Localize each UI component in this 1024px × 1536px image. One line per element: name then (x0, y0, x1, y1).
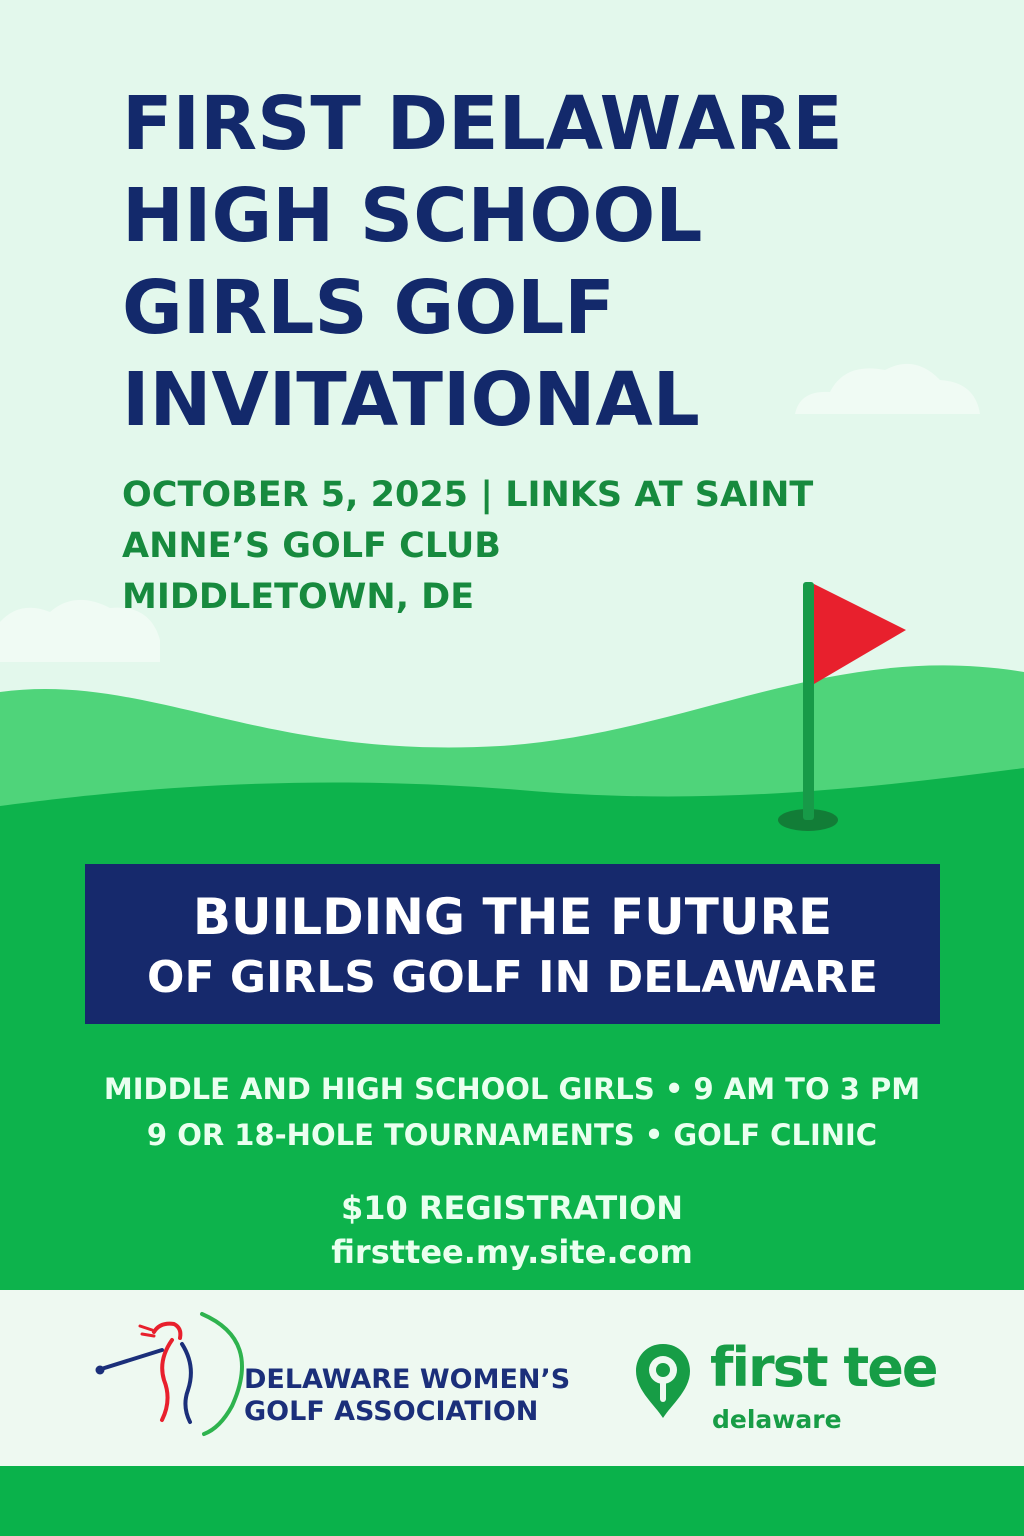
first-tee-pin-icon (632, 1340, 694, 1422)
registration-fee: $10 REGISTRATION (340, 1189, 684, 1227)
website-link[interactable]: firsttee.my.site.com (331, 1233, 693, 1271)
title-line: HIGH SCHOOL (122, 173, 703, 259)
first-tee-name: first tee (710, 1336, 937, 1399)
title-line: INVITATIONAL (122, 357, 700, 443)
title-line: FIRST DELAWARE (122, 81, 843, 167)
tagline-line-1: BUILDING THE FUTURE (192, 888, 833, 946)
details-audience-time: MIDDLE AND HIGH SCHOOL GIRLS • 9 AM TO 3 PM (103, 1072, 921, 1106)
tagline-banner (85, 864, 940, 1024)
dwga-name-line: DELAWARE WOMEN’S (244, 1364, 571, 1395)
dwga-name-line: GOLF ASSOCIATION (244, 1396, 539, 1427)
event-info-line: OCTOBER 5, 2025 | LINKS AT SAINT (122, 475, 814, 515)
tagline-line-2: OF GIRLS GOLF IN DELAWARE (147, 952, 878, 1003)
event-details (0, 1066, 1024, 1274)
event-title (122, 78, 982, 446)
title-line: GIRLS GOLF (122, 265, 615, 351)
dwga-name (244, 1364, 570, 1428)
details-format: 9 OR 18-HOLE TOURNAMENTS • GOLF CLINIC (146, 1118, 878, 1152)
bottom-green-bar (0, 1466, 1024, 1536)
first-tee-chapter: delaware (712, 1405, 842, 1434)
event-date-location (122, 470, 882, 623)
event-info-line: ANNE’S GOLF CLUB (122, 526, 501, 566)
golfer-logo-icon (92, 1310, 262, 1440)
event-info-line: MIDDLETOWN, DE (122, 577, 475, 617)
